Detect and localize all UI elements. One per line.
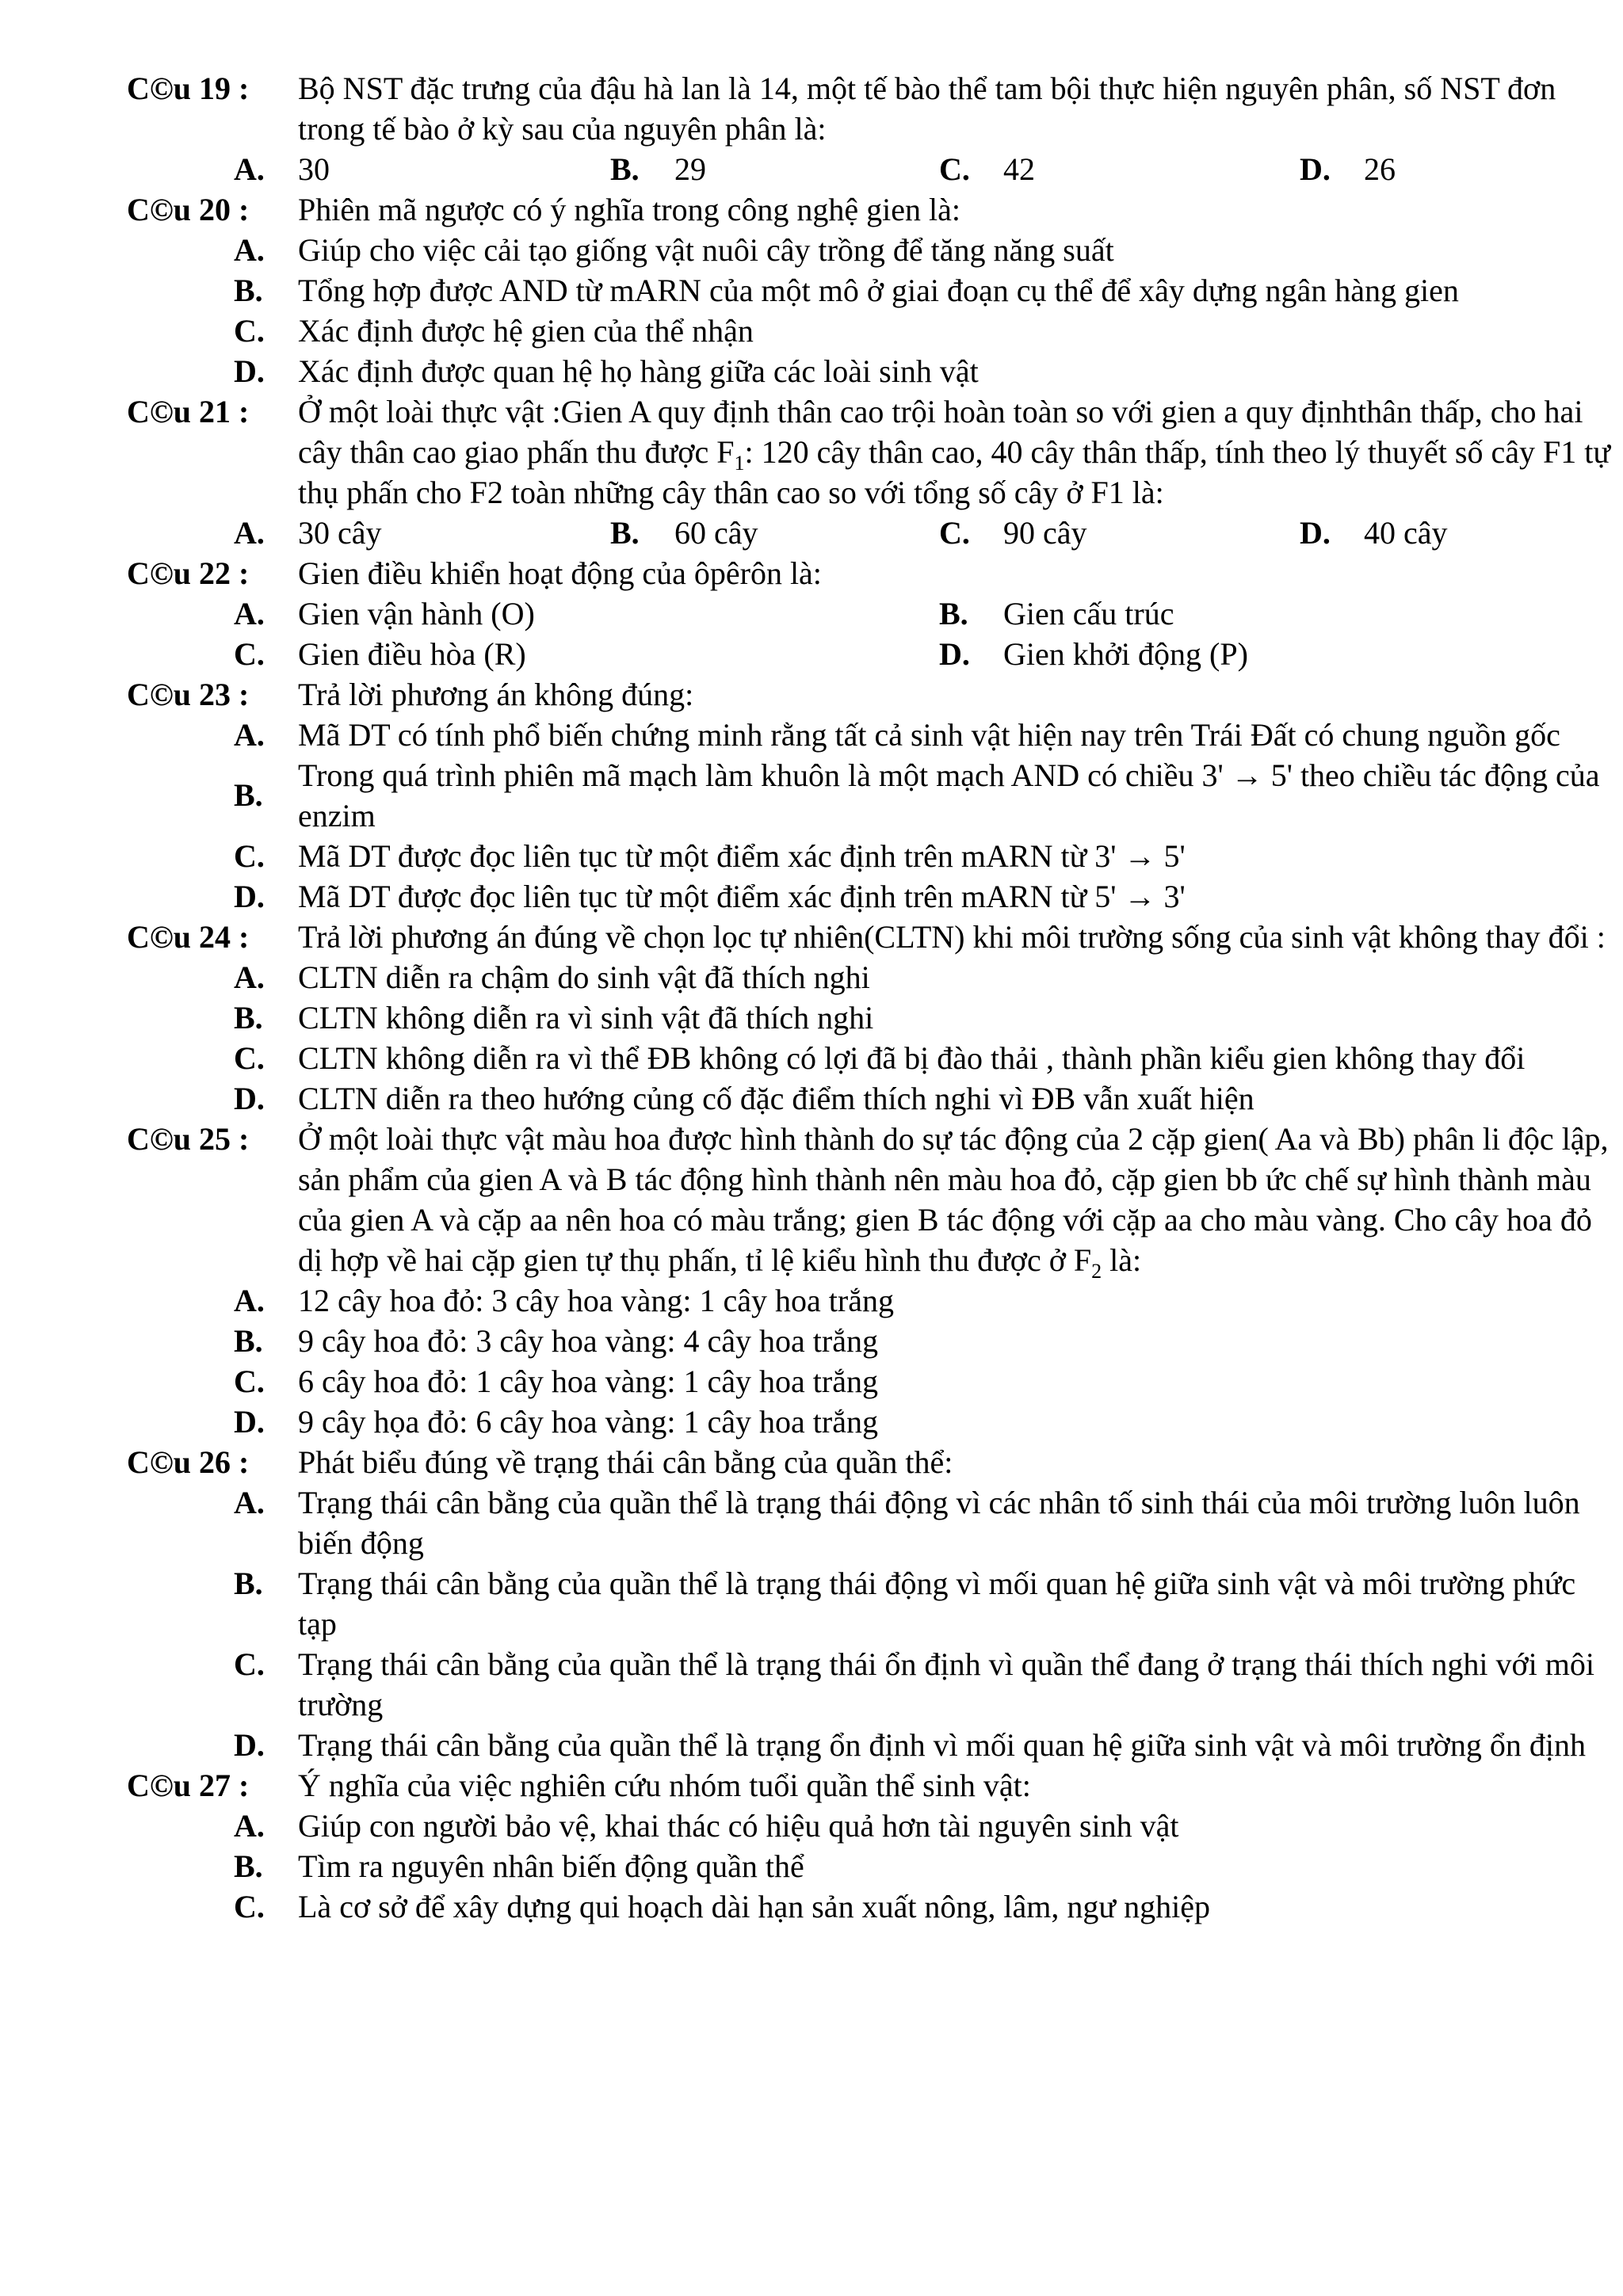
option-c: C. 90 cây — [939, 515, 1087, 551]
option-c: C. 6 cây hoa đỏ: 1 cây hoa vàng: 1 cây hoa trắng — [234, 1363, 878, 1399]
option-a: A. CLTN diễn ra chậm do sinh vật đã thích nghi — [234, 959, 870, 995]
question-number: C©u 26 : — [127, 1444, 250, 1480]
question-number: C©u 27 : — [127, 1768, 250, 1803]
question-text: Ở một loài thực vật màu hoa được hình thành do sự tác động của 2 cặp gien( Aa và Bb) phân li độc lập, sản phẩm của gien A và B tác động hình thành nên màu hoa đỏ, cặp gien bb ức chế sự hình thành màu của gien A và cặp aa nên hoa có màu trắng; gien B tác động với cặp aa cho màu vàng. Cho cây hoa đỏ dị hợp về hai cặp gien tự thụ phấn, tỉ lệ kiểu hình thu được ở $F_2$ là: — [298, 1121, 1609, 1283]
option-d: D. 40 cây — [1300, 515, 1448, 551]
question-24 — [127, 917, 1617, 957]
option-b: B. Gien cấu trúc — [939, 596, 1174, 631]
question-text: Gien điều khiển hoạt động của ôpêrôn là: — [298, 555, 822, 591]
question-27 — [127, 1765, 1617, 1806]
option-d: D. Trạng thái cân bằng của quần thể là trạng ổn định vì mối quan hệ giữa sinh vật và môi trường ổn định — [234, 1727, 1586, 1763]
option-c: C. Là cơ sở để xây dựng qui hoạch dài hạn sản xuất nông, lâm, ngư nghiệp — [234, 1889, 1210, 1924]
option-b: B. 9 cây hoa đỏ: 3 cây hoa vàng: 4 cây hoa trắng — [234, 1323, 878, 1359]
option-b: B. Trạng thái cân bằng của quần thể là trạng thái động vì mối quan hệ giữa sinh vật và môi trường phức tạp — [234, 1566, 1576, 1642]
question-22-options — [127, 593, 1617, 674]
exam-page — [127, 68, 1617, 1927]
question-text: Ý nghĩa của việc nghiên cứu nhóm tuổi quần thể sinh vật: — [298, 1768, 1031, 1803]
option-a: A. Giúp con người bảo vệ, khai thác có hiệu quả hơn tài nguyên sinh vật — [234, 1808, 1179, 1844]
option-b: B. Trong quá trình phiên mã mạch làm khuôn là một mạch AND có chiều 3' → 5' theo chiều tác động của enzim — [234, 757, 1600, 833]
option-a: A. Giúp cho việc cải tạo giống vật nuôi cây trồng để tăng năng suất — [234, 232, 1114, 268]
option-a: A. Gien vận hành (O) — [234, 596, 535, 631]
option-b: B. 60 cây — [610, 515, 758, 551]
question-19 — [127, 68, 1617, 149]
question-text: Ở một loài thực vật :Gien A quy định thân cao trội hoàn toàn so với gien a quy địnhthân thấp, cho hai cây thân cao giao phấn thu được $F_1$: 120 cây thân cao, 40 cây thân thấp, tính theo lý thuyết số cây F1 tự thụ phấn cho F2 toàn những cây thân cao so với tổng số cây ở F1 là: — [298, 394, 1610, 510]
question-20 — [127, 189, 1617, 230]
question-19-options — [127, 149, 1617, 189]
option-b: B. 29 — [610, 151, 706, 187]
option-d: D. 26 — [1300, 151, 1396, 187]
option-b: B. Tìm ra nguyên nhân biến động quần thể — [234, 1848, 804, 1884]
option-c: C. CLTN không diễn ra vì thể ĐB không có lợi đã bị đào thải , thành phần kiểu gien không thay đổi — [234, 1040, 1526, 1076]
question-text: Phiên mã ngược có ý nghĩa trong công nghệ gien là: — [298, 192, 960, 227]
question-text: Trả lời phương án đúng về chọn lọc tự nhiên(CLTN) khi môi trường sống của sinh vật không thay đổi : — [298, 919, 1606, 955]
option-a: A. 30 — [234, 151, 330, 187]
option-b: B. Tổng hợp được AND từ mARN của một mô ở giai đoạn cụ thể để xây dựng ngân hàng gien — [234, 273, 1459, 308]
option-b: B. CLTN không diễn ra vì sinh vật đã thích nghi — [234, 1000, 874, 1035]
option-a: A. Mã DT có tính phổ biến chứng minh rằng tất cả sinh vật hiện nay trên Trái Đất có chung nguồn gốc — [234, 717, 1560, 753]
question-22 — [127, 553, 1617, 593]
question-26 — [127, 1442, 1617, 1482]
question-number: C©u 21 : — [127, 394, 250, 429]
option-c: C. Mã DT được đọc liên tục từ một điểm xác định trên mARN từ 3' → 5' — [234, 838, 1186, 874]
question-21 — [127, 391, 1617, 513]
question-number: C©u 25 : — [127, 1121, 250, 1157]
option-c: C. 42 — [939, 151, 1035, 187]
option-d: D. CLTN diễn ra theo hướng củng cố đặc điểm thích nghi vì ĐB vẫn xuất hiện — [234, 1081, 1254, 1116]
option-d: D. Mã DT được đọc liên tục từ một điểm xác định trên mARN từ 5' → 3' — [234, 879, 1186, 914]
option-c: C. Gien điều hòa (R) — [234, 636, 526, 672]
question-text: Trả lời phương án không đúng: — [298, 677, 694, 712]
question-number: C©u 22 : — [127, 555, 250, 591]
option-a: A. 30 cây — [234, 515, 382, 551]
question-number: C©u 20 : — [127, 192, 250, 227]
option-c: C. Xác định được hệ gien của thể nhận — [234, 313, 754, 349]
option-d: D. 9 cây họa đỏ: 6 cây hoa vàng: 1 cây hoa trắng — [234, 1404, 878, 1440]
option-d: D. Gien khởi động (P) — [939, 636, 1248, 672]
question-25 — [127, 1119, 1617, 1283]
question-text: Bộ NST đặc trưng của đậu hà lan là 14, một tế bào thể tam bội thực hiện nguyên phân, số NST đơn trong tế bào ở kỳ sau của nguyên phân là: — [298, 71, 1556, 147]
question-23 — [127, 674, 1617, 715]
option-c: C. Trạng thái cân bằng của quần thể là trạng thái ổn định vì quần thể đang ở trạng thái thích nghi với môi trường — [234, 1646, 1595, 1722]
question-number: C©u 23 : — [127, 677, 250, 712]
question-number: C©u 24 : — [127, 919, 250, 955]
question-21-options — [127, 513, 1617, 553]
option-a: A. 12 cây hoa đỏ: 3 cây hoa vàng: 1 cây hoa trắng — [234, 1283, 894, 1318]
option-d: D. Xác định được quan hệ họ hàng giữa các loài sinh vật — [234, 353, 979, 389]
question-text: Phát biểu đúng về trạng thái cân bằng của quần thể: — [298, 1444, 953, 1480]
question-number: C©u 19 : — [127, 71, 250, 106]
option-a: A. Trạng thái cân bằng của quần thể là trạng thái động vì các nhân tố sinh thái của môi trường luôn luôn biến động — [234, 1485, 1580, 1561]
